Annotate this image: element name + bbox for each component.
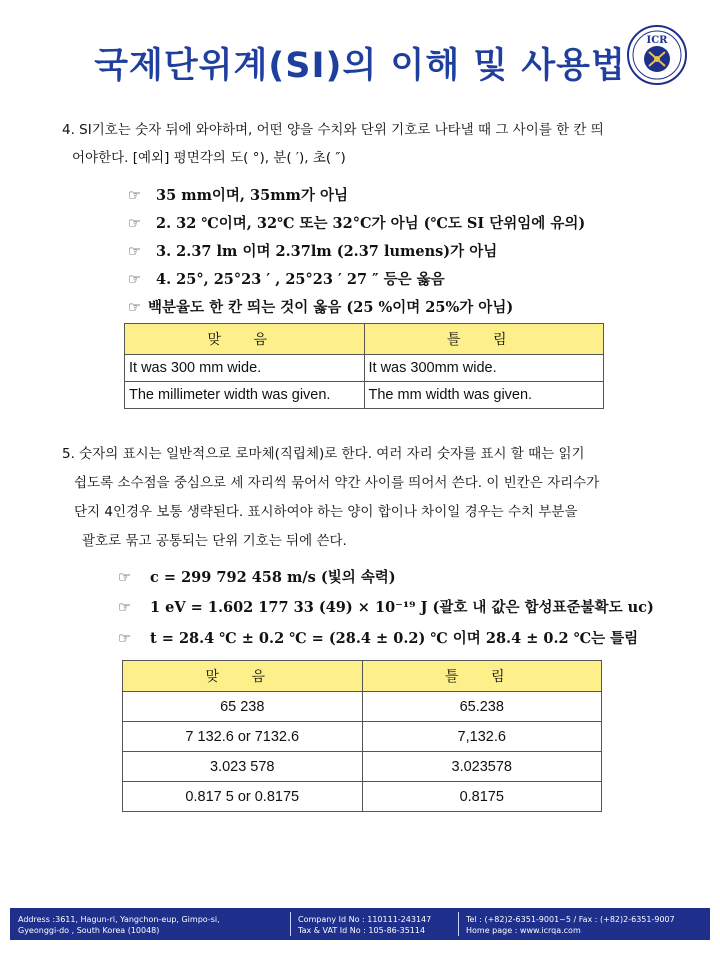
table-row <box>123 752 602 782</box>
section4-line: 4. SI기호는 숫자 뒤에 와야하며, 어떤 양을 수치와 단위 기호로 나타낼 때 그 사이를 한 칸 띄 <box>62 122 604 138</box>
units-spacing-table <box>124 323 604 409</box>
table-row <box>123 722 602 752</box>
table-header: 맞 음 <box>125 324 365 355</box>
bullet-item: ☞ 1 eV = 1.602 177 33 (49) × 10⁻¹⁹ J (괄호 내 값은 합성표준불확도 uc) <box>118 599 654 616</box>
footer-divider <box>290 912 291 936</box>
icr-logo <box>626 24 688 86</box>
page-title: 국제단위계(SI)의 이해 및 사용법 <box>94 46 626 86</box>
table-row <box>123 782 602 812</box>
pointing-hand-icon: ☞ <box>128 272 141 288</box>
table-cell: 7,132.6 <box>362 722 602 752</box>
table-header-row <box>123 661 602 692</box>
table-cell: It was 300mm wide. <box>364 355 604 382</box>
table-row <box>123 692 602 722</box>
table-cell: The millimeter width was given. <box>125 382 365 409</box>
pointing-hand-icon: ☞ <box>118 631 131 647</box>
pointing-hand-icon: ☞ <box>128 216 141 232</box>
table-cell: The mm width was given. <box>364 382 604 409</box>
section4-text <box>62 116 692 172</box>
table-cell: 7 132.6 or 7132.6 <box>123 722 363 752</box>
section5-line: 괄호로 묶고 공통되는 단위 기호는 뒤에 쓴다. <box>82 533 347 549</box>
table-header: 맞 음 <box>123 661 363 692</box>
table-header-row <box>125 324 604 355</box>
footer-address: Address :3611, Hagun-ri, Yangchon-eup, Gimpo-si, Gyeonggi-do , South Korea (10048) <box>18 915 220 935</box>
bullet-item: ☞ c = 299 792 458 m/s (빛의 속력) <box>118 569 396 586</box>
bullet-item: ☞ t = 28.4 ℃ ± 0.2 ℃ = (28.4 ± 0.2) ℃ 이며 28.4 ± 0.2 ℃는 틀림 <box>118 630 639 647</box>
footer-contact: Tel : (+82)2-6351-9001~5 / Fax : (+82)2-6351-9007 Home page : www.icrqa.com <box>466 915 675 935</box>
table-row <box>125 382 604 409</box>
table-header: 틀 림 <box>364 324 604 355</box>
pointing-hand-icon: ☞ <box>128 300 141 316</box>
footer-company-ids: Company Id No : 110111-243147 Tax & VAT Id No : 105-86-35114 <box>298 915 432 935</box>
bullet-item: ☞ 35 mm이며, 35mm가 아님 <box>128 187 348 204</box>
table-cell: 65.238 <box>362 692 602 722</box>
page-footer <box>10 908 710 940</box>
table-cell: 3.023 578 <box>123 752 363 782</box>
table-cell: 0.817 5 or 0.8175 <box>123 782 363 812</box>
table-cell: It was 300 mm wide. <box>125 355 365 382</box>
pointing-hand-icon: ☞ <box>128 188 141 204</box>
bullet-item: ☞ 백분율도 한 칸 띄는 것이 옳음 (25 %이며 25%가 아님) <box>128 299 514 316</box>
table-cell: 0.8175 <box>362 782 602 812</box>
table-header: 틀 림 <box>362 661 602 692</box>
pointing-hand-icon: ☞ <box>118 600 131 616</box>
number-format-table <box>122 660 602 812</box>
section5-line: 쉽도록 소수점을 중심으로 세 자리씩 묶어서 약간 사이를 띄어서 쓴다. 이 빈칸은 자리수가 <box>74 475 600 491</box>
table-cell: 65 238 <box>123 692 363 722</box>
section4-line: 어야한다. [예외] 평면각의 도( °), 분( ′), 초( ″) <box>72 150 346 166</box>
section5-text <box>62 440 692 556</box>
pointing-hand-icon: ☞ <box>118 570 131 586</box>
bullet-item: ☞ 2. 32 ℃이며, 32℃ 또는 32°C가 아님 (℃도 SI 단위임에 유의) <box>128 215 586 232</box>
logo-text: ICR <box>646 35 668 46</box>
bullet-item: ☞ 4. 25°, 25°23 ′ , 25°23 ′ 27 ″ 등은 옳음 <box>128 271 445 288</box>
bullet-item: ☞ 3. 2.37 lm 이며 2.37lm (2.37 lumens)가 아님 <box>128 243 498 260</box>
pointing-hand-icon: ☞ <box>128 244 141 260</box>
table-row <box>125 355 604 382</box>
section5-line: 단지 4인경우 보통 생략된다. 표시하여야 하는 양이 합이나 차이일 경우는 수치 부분을 <box>74 504 578 520</box>
table-cell: 3.023578 <box>362 752 602 782</box>
section5-line: 5. 숫자의 표시는 일반적으로 로마체(직립체)로 한다. 여러 자리 숫자를 표시 할 때는 읽기 <box>62 446 585 462</box>
footer-divider <box>458 912 459 936</box>
